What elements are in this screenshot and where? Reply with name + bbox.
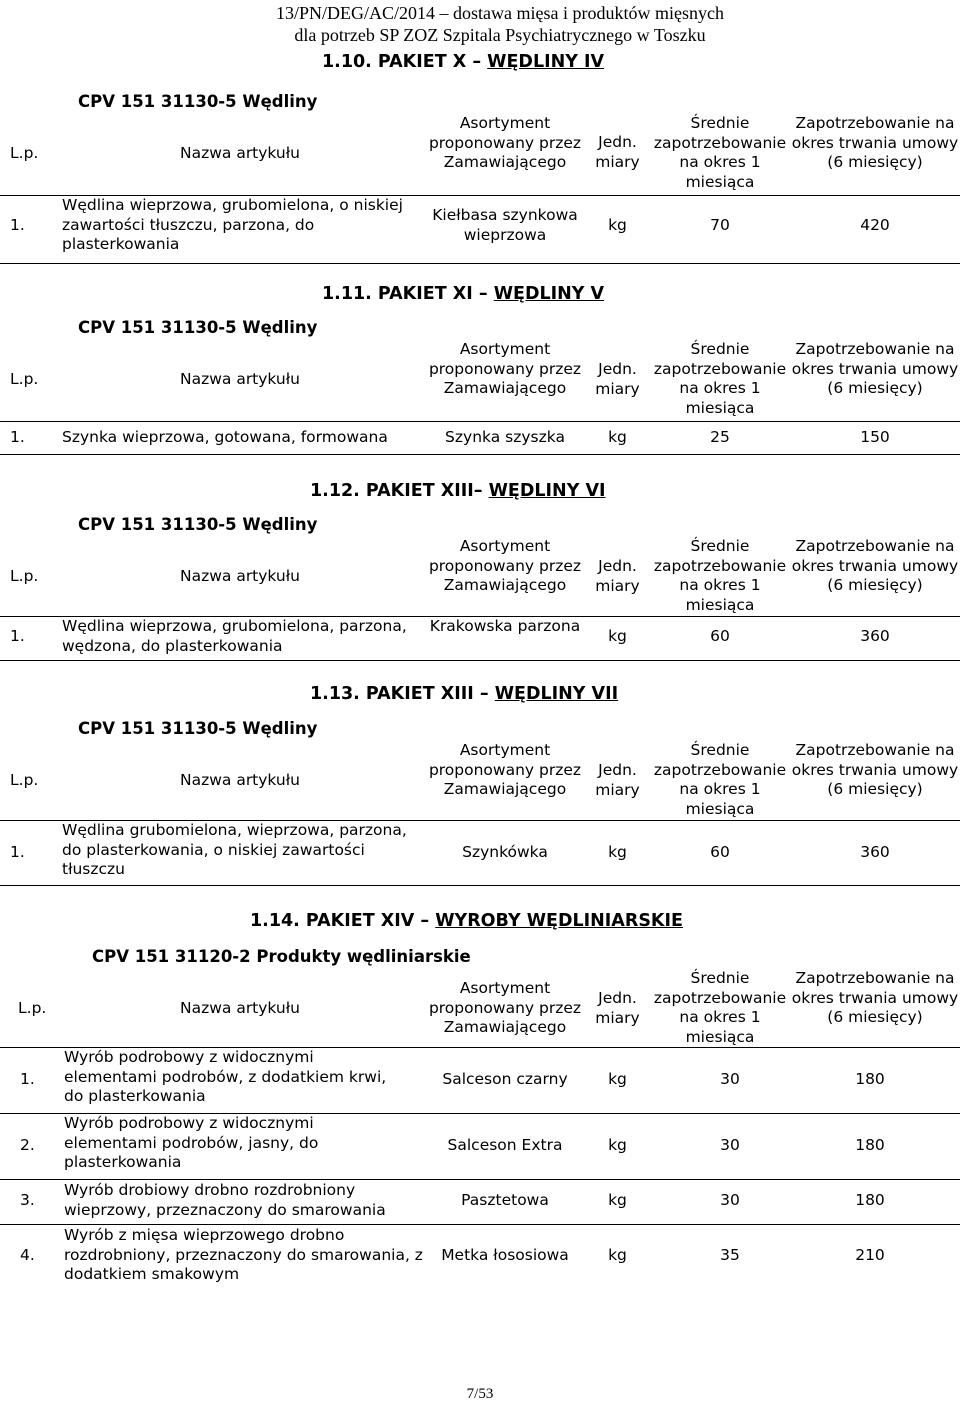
row-unit: kg (608, 216, 627, 234)
package-title: 1.14. PAKIET XIV – WYROBY WĘDLINIARSKIE (250, 911, 683, 931)
cpv-code: CPV 151 31130-5 Wędliny (78, 92, 318, 111)
col-header-unit: Jedn. miary (595, 989, 640, 1027)
header-line-1: 13/PN/DEG/AC/2014 – dostawa mięsa i produktów mięsnych (276, 3, 724, 23)
col-header-asortment: Asortyment proponowany przez Zamawiającego (428, 340, 582, 397)
row-name: Wędlina grubomielona, wieprzowa, parzona, do plasterkowania, o niskiej zawartości tłuszczu (62, 821, 407, 878)
col-header-unit: Jedn. miary (595, 557, 640, 595)
col-header-avg: Średnie zapotrzebowanie na okres 1 miesiąca (653, 114, 787, 191)
col-header-total: Zapotrzebowanie na okres trwania umowy (6 miesięcy) (791, 340, 959, 397)
cpv-code: CPV 151 31130-5 Wędliny (78, 318, 318, 337)
cpv-code: CPV 151 31120-2 Produkty wędliniarskie (92, 947, 471, 966)
row-total: 360 (860, 843, 890, 861)
col-header-name: Nazwa artykułu (179, 567, 300, 585)
header-line-2: dla potrzeb SP ZOZ Szpitala Psychiatrycznego w Toszku (294, 25, 706, 45)
col-header-lp: L.p. (10, 771, 39, 789)
row-lp: 2. (20, 1136, 35, 1154)
col-header-avg: Średnie zapotrzebowanie na okres 1 miesiąca (653, 969, 787, 1046)
col-header-total: Zapotrzebowanie na okres trwania umowy (6 miesięcy) (791, 741, 959, 798)
col-header-asortment: Asortyment proponowany przez Zamawiającego (428, 537, 582, 594)
row-unit: kg (608, 627, 627, 645)
row-lp: 1. (20, 1070, 35, 1088)
row-avg: 60 (710, 843, 730, 861)
col-header-avg: Średnie zapotrzebowanie na okres 1 miesiąca (653, 340, 787, 417)
row-total: 360 (860, 627, 890, 645)
row-total: 150 (860, 428, 890, 446)
row-asortment: Kiełbasa szynkowa wieprzowa (432, 206, 578, 244)
row-lp: 1. (10, 216, 25, 234)
col-header-lp: L.p. (10, 567, 39, 585)
row-avg: 70 (710, 216, 730, 234)
table-divider (0, 421, 960, 422)
row-unit: kg (608, 1070, 627, 1088)
table-divider (0, 660, 960, 661)
row-avg: 25 (710, 428, 730, 446)
table-divider (0, 263, 960, 264)
row-lp: 1. (10, 428, 25, 446)
row-lp: 1. (10, 627, 25, 645)
col-header-lp: L.p. (18, 999, 47, 1017)
row-total: 420 (860, 216, 890, 234)
package-title: 1.11. PAKIET XI – WĘDLINY V (322, 284, 605, 304)
col-header-name: Nazwa artykułu (179, 771, 300, 789)
row-avg: 35 (720, 1246, 740, 1264)
row-total: 210 (855, 1246, 885, 1264)
col-header-lp: L.p. (10, 370, 39, 388)
col-header-asortment: Asortyment proponowany przez Zamawiającego (428, 979, 582, 1036)
col-header-total: Zapotrzebowanie na okres trwania umowy (6 miesięcy) (791, 537, 959, 594)
table-divider (0, 1224, 960, 1225)
row-unit: kg (608, 1191, 627, 1209)
row-asortment: Krakowska parzona (429, 617, 581, 635)
col-header-avg: Średnie zapotrzebowanie na okres 1 miesiąca (653, 741, 787, 818)
row-name: Wyrób z mięsa wieprzowego drobno rozdrobniony, przeznaczony do smarowania, z dodatkiem smakowym (64, 1226, 423, 1283)
row-unit: kg (608, 843, 627, 861)
col-header-lp: L.p. (10, 144, 39, 162)
col-header-unit: Jedn. miary (595, 133, 640, 171)
row-asortment: Metka łososiowa (441, 1246, 569, 1264)
package-title: 1.13. PAKIET XIII – WĘDLINY VII (310, 684, 619, 704)
col-header-name: Nazwa artykułu (179, 370, 300, 388)
document-header (240, 2, 760, 46)
row-lp: 4. (20, 1246, 35, 1264)
package-title: 1.10. PAKIET X – WĘDLINY IV (322, 52, 605, 72)
page-number: 7/53 (466, 1386, 494, 1402)
col-header-total: Zapotrzebowanie na okres trwania umowy (6 miesięcy) (791, 969, 959, 1026)
row-total: 180 (855, 1191, 885, 1209)
col-header-total: Zapotrzebowanie na okres trwania umowy (6 miesięcy) (791, 114, 959, 171)
row-asortment: Pasztetowa (461, 1191, 549, 1209)
package-title: 1.12. PAKIET XIII– WĘDLINY VI (310, 481, 606, 501)
row-total: 180 (855, 1136, 885, 1154)
row-name: Wyrób podrobowy z widocznymi elementami podrobów, z dodatkiem krwi, do plasterkowania (64, 1048, 387, 1105)
row-avg: 30 (720, 1191, 740, 1209)
row-unit: kg (608, 1136, 627, 1154)
row-name: Wędlina wieprzowa, grubomielona, parzona, wędzona, do plasterkowania (62, 617, 407, 655)
row-avg: 60 (710, 627, 730, 645)
col-header-avg: Średnie zapotrzebowanie na okres 1 miesiąca (653, 537, 787, 614)
row-asortment: Salceson Extra (447, 1136, 563, 1154)
row-avg: 30 (720, 1136, 740, 1154)
col-header-unit: Jedn. miary (595, 360, 640, 398)
table-divider (0, 1179, 960, 1180)
row-asortment: Szynka szyszka (445, 428, 565, 446)
row-name: Wyrób podrobowy z widocznymi elementami podrobów, jasny, do plasterkowania (64, 1114, 319, 1171)
row-name: Wyrób drobiowy drobno rozdrobniony wieprzowy, przeznaczony do smarowania (64, 1181, 386, 1219)
row-lp: 3. (20, 1191, 35, 1209)
col-header-name: Nazwa artykułu (179, 144, 300, 162)
col-header-asortment: Asortyment proponowany przez Zamawiającego (428, 741, 582, 798)
row-asortment: Salceson czarny (442, 1070, 568, 1088)
col-header-asortment: Asortyment proponowany przez Zamawiającego (428, 114, 582, 171)
table-divider (0, 454, 960, 455)
row-avg: 30 (720, 1070, 740, 1088)
row-unit: kg (608, 1246, 627, 1264)
row-asortment: Szynkówka (462, 843, 548, 861)
cpv-code: CPV 151 31130-5 Wędliny (78, 719, 318, 738)
table-divider (0, 885, 960, 886)
col-header-unit: Jedn. miary (595, 761, 640, 799)
col-header-name: Nazwa artykułu (179, 999, 300, 1017)
row-lp: 1. (10, 843, 25, 861)
row-unit: kg (608, 428, 627, 446)
row-name: Wędlina wieprzowa, grubomielona, o niskiej zawartości tłuszczu, parzona, do plasterkowania (62, 196, 403, 253)
row-name: Szynka wieprzowa, gotowana, formowana (62, 428, 388, 446)
row-total: 180 (855, 1070, 885, 1088)
cpv-code: CPV 151 31130-5 Wędliny (78, 515, 318, 534)
